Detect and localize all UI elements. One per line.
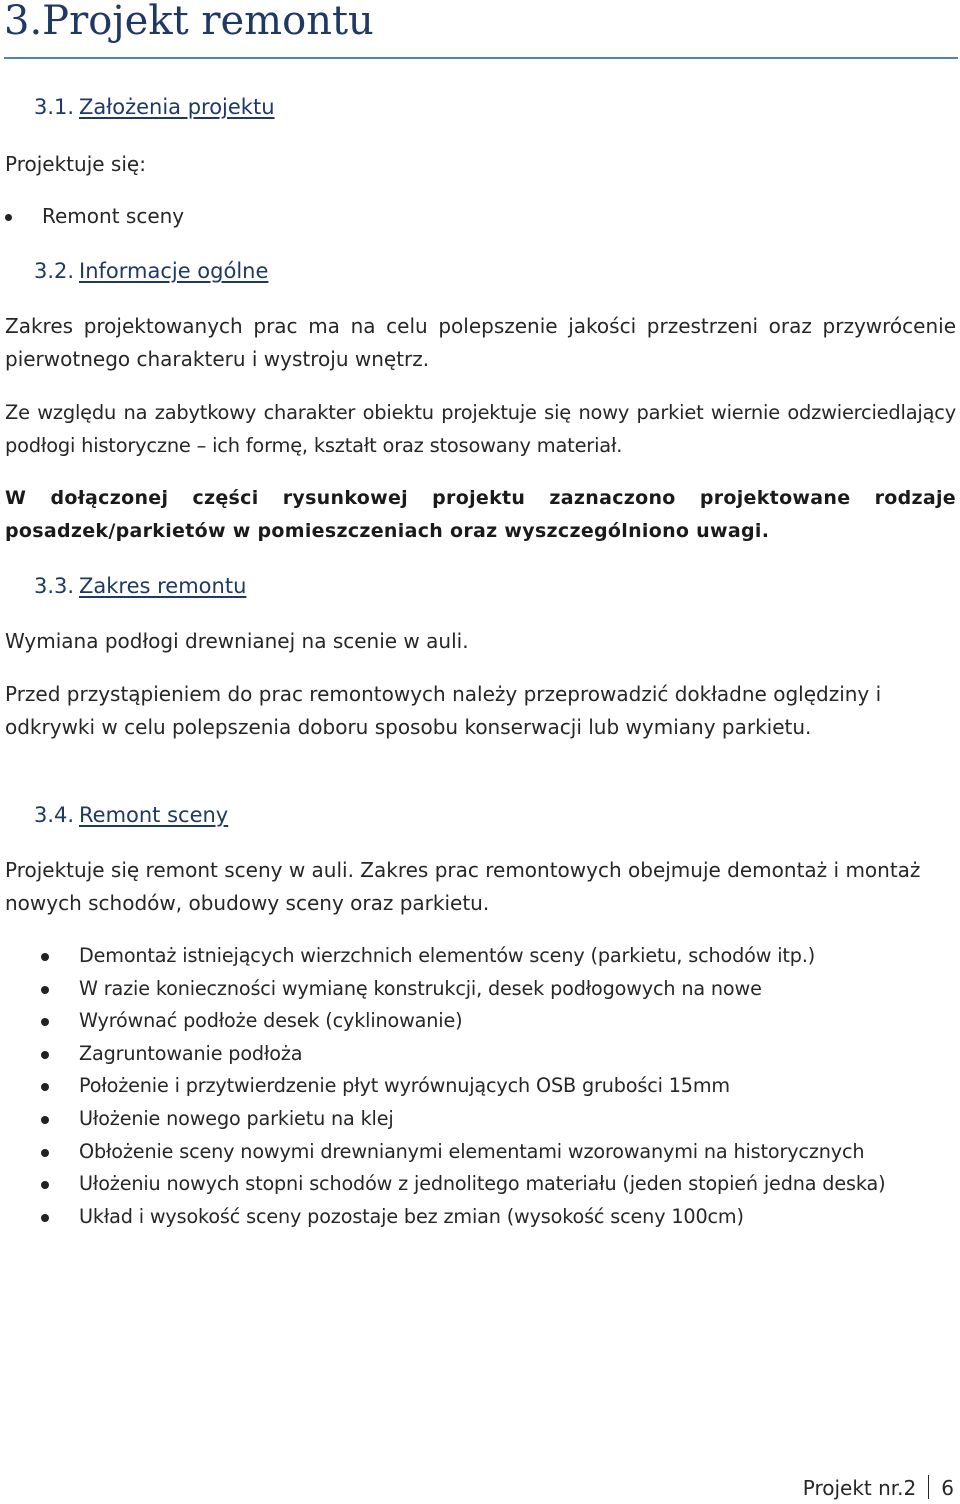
list-item	[0, 1038, 955, 1071]
list-item	[0, 940, 955, 973]
list-item	[0, 1005, 955, 1038]
section-heading-3-4	[34, 800, 228, 830]
list-item	[0, 973, 955, 1006]
title-underline-rule	[4, 57, 958, 59]
bullet-icon	[41, 1051, 49, 1059]
bullet-icon	[41, 1149, 49, 1157]
section-number: 3.4.	[34, 803, 75, 827]
section-label: Zakres remontu	[79, 574, 247, 598]
bullet-icon	[41, 1083, 49, 1091]
list-item-text: Obłożenie sceny nowymi drewnianymi elementami wzorowanymi na historycznych	[79, 1139, 865, 1163]
bullet-list-works	[0, 940, 960, 1233]
bullet-icon	[5, 214, 12, 221]
footer-divider	[928, 1475, 929, 1499]
list-item-text: W razie konieczności wymianę konstrukcji, desek podłogowych na nowe	[79, 976, 762, 1000]
list-item	[0, 1103, 955, 1136]
bullet-icon	[41, 1116, 49, 1124]
list-item	[0, 1070, 955, 1103]
list-item	[0, 1136, 955, 1169]
list-item-text: Zagruntowanie podłoża	[79, 1041, 303, 1065]
list-item-text: Remont sceny	[42, 204, 185, 228]
bullet-icon	[41, 1181, 49, 1189]
list-item-text: Położenie i przytwierdzenie płyt wyrównujących OSB grubości 15mm	[79, 1074, 730, 1098]
section-label: Założenia projektu	[79, 95, 275, 119]
bullet-list-scope	[0, 200, 184, 233]
page-title: 3.Projekt remontu	[4, 0, 374, 44]
section-label: Informacje ogólne	[79, 259, 269, 283]
bullet-icon	[41, 986, 49, 994]
paragraph-inspection: Przed przystąpieniem do prac remontowych należy przeprowadzić dokładne oględziny i odkrywki w celu polepszenia doboru sposobu konserwacji lub wymiany parkietu.	[5, 682, 882, 739]
section-heading-3-3	[34, 571, 246, 601]
list-item-text: Wyrównać podłoże desek (cyklinowanie)	[79, 1009, 463, 1033]
list-item	[0, 1168, 955, 1201]
page-footer	[803, 1472, 954, 1504]
footer-page-number: 6	[941, 1476, 954, 1500]
list-item	[0, 200, 184, 233]
paragraph-scope: Zakres projektowanych prac ma na celu polepszenie jakości przestrzeni oraz przywrócenie pierwotnego charakteru i wystroju wnętrz.	[5, 314, 956, 371]
section-heading-3-1	[34, 92, 275, 122]
list-item-text: Ułożeniu nowych stopni schodów z jednolitego materiału (jeden stopień jedna deska)	[79, 1172, 886, 1196]
list-item-text: Układ i wysokość sceny pozostaje bez zmian (wysokość sceny 100cm)	[79, 1204, 744, 1228]
paragraph-floor-replacement: Wymiana podłogi drewnianej na scenie w auli.	[5, 629, 469, 653]
list-item-text: Demontaż istniejących wierzchnich elementów sceny (parkietu, schodów itp.)	[79, 944, 816, 967]
paragraph-historic-floor: Ze względu na zabytkowy charakter obiektu projektuje się nowy parkiet wiernie odzwierciedlający podłogi historyczne – ich formę, kształt oraz stosowany materiał.	[5, 401, 956, 457]
bullet-icon	[41, 1018, 49, 1026]
bullet-icon	[41, 953, 49, 961]
footer-project-label: Projekt nr.2	[802, 1476, 917, 1500]
paragraph-drawings-note: W dołączonej części rysunkowej projektu zaznaczono projektowane rodzaje posadzek/parkietów w pomieszczeniach oraz wyszczególniono uwagi.	[5, 487, 956, 542]
section-heading-3-2	[34, 256, 268, 286]
paragraph-intro: Projektuje się:	[5, 152, 146, 176]
section-number: 3.3.	[34, 574, 75, 598]
list-item	[0, 1201, 955, 1234]
paragraph-stage-renovation: Projektuje się remont sceny w auli. Zakres prac remontowych obejmuje demontaż i montaż nowych schodów, obudowy sceny oraz parkietu.	[5, 858, 921, 915]
section-label: Remont sceny	[79, 803, 229, 827]
list-item-text: Ułożenie nowego parkietu na klej	[79, 1106, 394, 1130]
bullet-icon	[41, 1214, 49, 1222]
section-number: 3.2.	[34, 259, 75, 283]
section-number: 3.1.	[34, 95, 75, 119]
